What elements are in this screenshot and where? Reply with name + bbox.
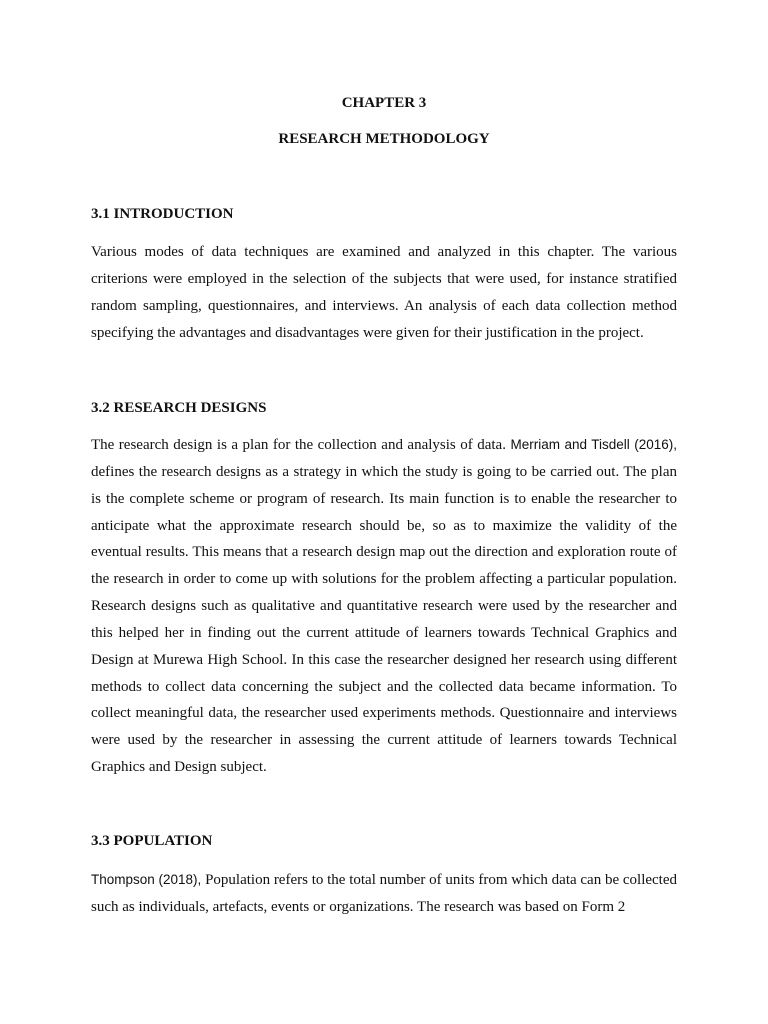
chapter-title: RESEARCH METHODOLOGY (278, 131, 490, 147)
section-heading-research-designs: 3.2 RESEARCH DESIGNS (91, 400, 267, 416)
citation-thompson: Thompson (2018), (91, 872, 202, 887)
paragraph-introduction: Various modes of data techniques are examined and analyzed in this chapter. The various criterions were employed in the selection of the subjects that were used, for instance stratified random sampling, questionnaires, and interviews. An analysis of each data collection method specifying the advantages and disadvantages were given for their justification in the project. (91, 244, 677, 341)
citation-merriam-tisdell: Merriam and Tisdell (2016), (510, 437, 677, 452)
chapter-number: CHAPTER 3 (341, 95, 427, 111)
paragraph-population (91, 867, 677, 921)
paragraph-text-rest: defines the research designs as a strategy in which the study is going to be carried out. The plan is the complete scheme or program of research. Its main function is to enable the researcher to anticipate what the approximate research should be, so as to maximize the validity of the eventual results. This means that a research design map out the direction and exploration route of the research in order to come up with solutions for the problem affecting a particular population. Research designs such as qualitative and quantitative research were used by the researcher and this helped her in finding out the current attitude of learners towards Technical Graphics and Design at Murewa High School. In this case the researcher designed her research using different methods to collect data concerning the subject and the collected data became information. To collect meaningful data, the researcher used experiments methods. Questionnaire and interviews were used by the researcher in assessing the current attitude of learners towards Technical Graphics and Design subject. (91, 463, 677, 776)
paragraph-text-rest: Population refers to the total number of units from which data can be collected such as individuals, artefacts, events or organizations. The research was based on Form 2 (91, 872, 677, 915)
section-heading-introduction: 3.1 INTRODUCTION (91, 206, 234, 222)
paragraph-text-start: The research design is a plan for the collection and analysis of data. (91, 437, 511, 453)
paragraph-research-designs (91, 432, 677, 781)
section-heading-population: 3.3 POPULATION (91, 833, 213, 849)
